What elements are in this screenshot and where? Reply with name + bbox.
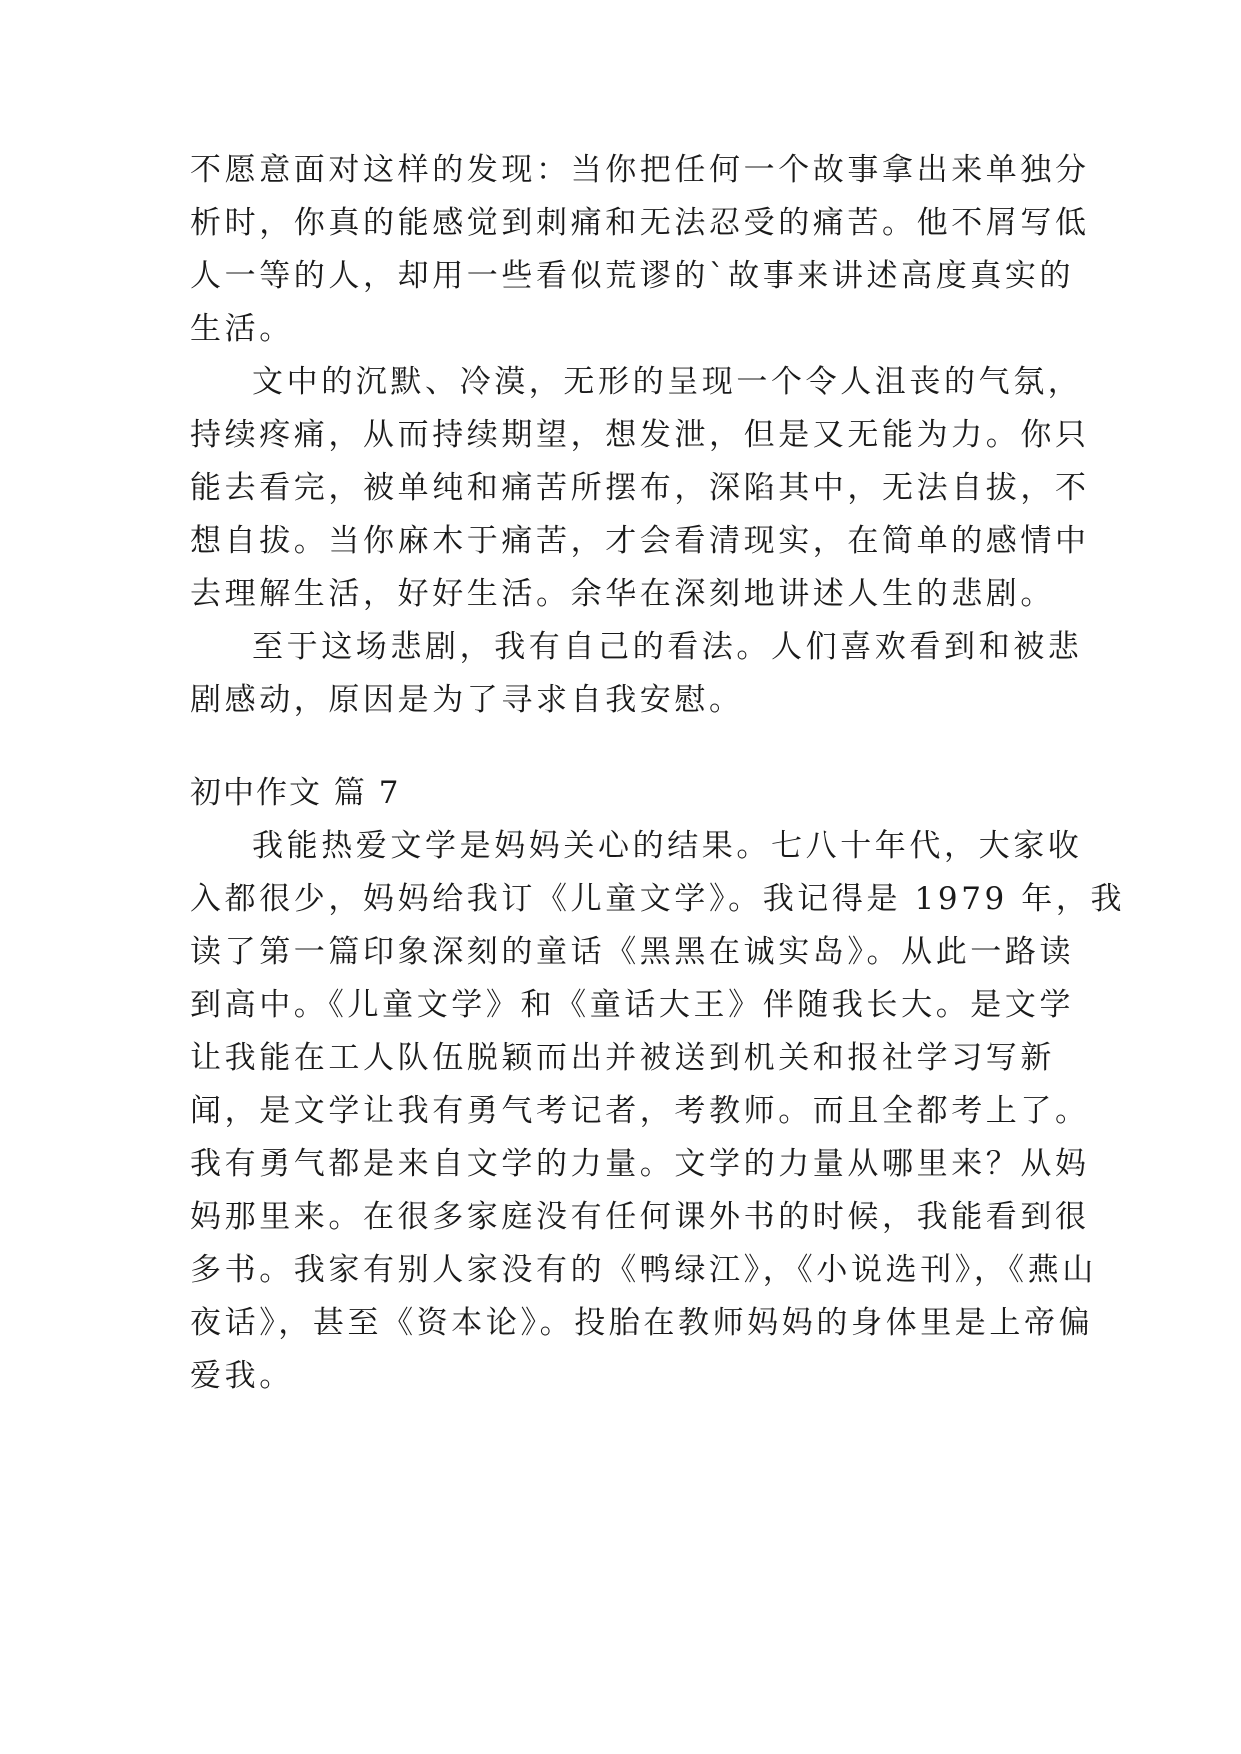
text-line: 生活。 [190, 311, 294, 347]
text-line: 持续疼痛，从而持续期望，想发泄，但是又无能为力。你只 [190, 417, 1090, 453]
text-line: 去理解生活，好好生活。余华在深刻地讲述人生的悲剧。 [190, 576, 1055, 612]
text-line: 不愿意面对这样的发现：当你把任何一个故事拿出来单独分 [190, 152, 1090, 188]
text-line: 剧感动，原因是为了寻求自我安慰。 [190, 682, 744, 718]
text-line: 夜话》，甚至《资本论》。投胎在教师妈妈的身体里是上帝偏 [190, 1305, 1094, 1341]
text-line: 析时，你真的能感觉到刺痛和无法忍受的痛苦。他不屑写低 [190, 205, 1090, 241]
text-line: 能去看完，被单纯和痛苦所摆布，深陷其中，无法自拔，不 [190, 470, 1090, 506]
text-line: 闻，是文学让我有勇气考记者，考教师。而且全都考上了。 [190, 1093, 1090, 1129]
text-line: 爱我。 [190, 1358, 294, 1394]
text-line: 读了第一篇印象深刻的童话《黑黑在诚实岛》。从此一路读 [190, 934, 1075, 970]
text-line: 文中的沉默、冷漠，无形的呈现一个令人沮丧的气氛， [252, 364, 1083, 400]
text-line: 我有勇气都是来自文学的力量。文学的力量从哪里来？从妈 [190, 1146, 1090, 1182]
text-line: 想自拔。当你麻木于痛苦，才会看清现实，在简单的感情中 [190, 523, 1090, 559]
section-title: 初中作文 篇 7 [190, 775, 401, 811]
text-line: 让我能在工人队伍脱颖而出并被送到机关和报社学习写新 [190, 1040, 1055, 1076]
text-line: 妈那里来。在很多家庭没有任何课外书的时候，我能看到很 [190, 1199, 1090, 1235]
text-line: 至于这场悲剧，我有自己的看法。人们喜欢看到和被悲 [252, 629, 1083, 665]
text-line: 我能热爱文学是妈妈关心的结果。七八十年代，大家收 [252, 828, 1083, 864]
text-line: 人一等的人，却用一些看似荒谬的`故事来讲述高度真实的 [190, 258, 1075, 294]
text-line: 多书。我家有别人家没有的《鸭绿江》，《小说选刊》，《燕山 [190, 1252, 1097, 1288]
text-line: 到高中。《儿童文学》和《童话大王》伴随我长大。是文学 [190, 987, 1075, 1023]
text-line: 入都很少，妈妈给我订《儿童文学》。我记得是 1979 年，我 [190, 881, 1126, 917]
